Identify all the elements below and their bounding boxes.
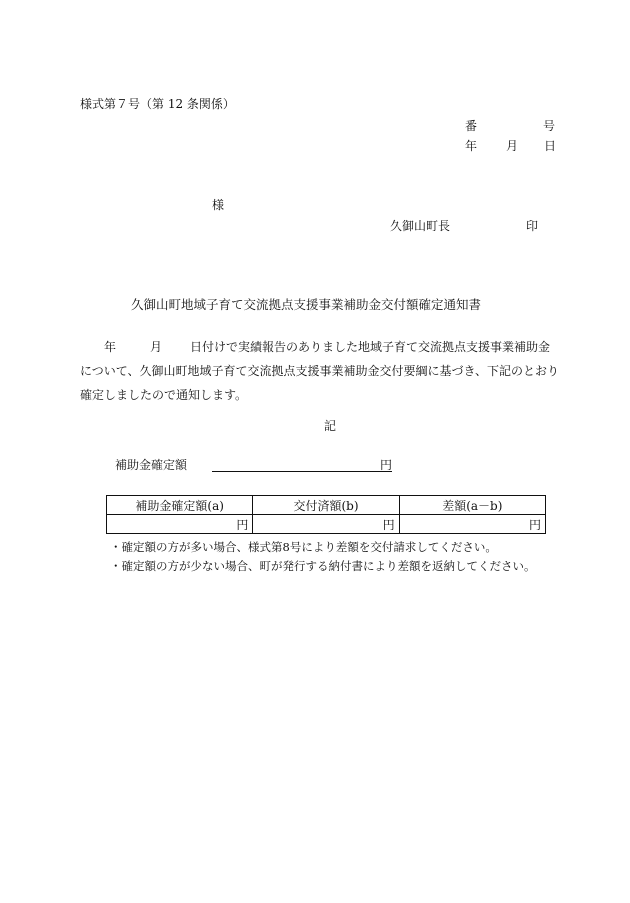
issuer-name: 久御山町長 [390,219,451,233]
body-text: 日付けで実績報告のありました地域子育て交流拠点支援事業補助金について、久御山町地域子育て交流拠点支援事業補助金交付要綱に基づき、下記のとおり確定しましたので通知します。 [80,340,560,402]
date-month: 月 [506,139,519,153]
confirmed-amount-unit: 円 [380,458,393,472]
body-paragraph [80,335,560,407]
cell-confirmed: 円 [107,515,253,534]
header-difference: 差額(a－b) [399,496,545,515]
table-header-row [107,496,546,515]
note-shortfall: ・確定額の方が少ない場合、町が発行する納付書により差額を返納してください。 [110,559,536,573]
amounts-table [106,495,546,534]
confirmed-amount-label: 補助金確定額 [115,458,188,472]
body-year: 年 [104,340,117,354]
table-row [107,515,546,534]
seal-mark: 印 [526,219,539,233]
addressee-honorific: 様 [212,198,225,212]
cell-paid: 円 [253,515,399,534]
confirmed-amount-underline [212,471,392,472]
ki-heading: 記 [324,419,337,433]
number-prefix: 番 [465,119,478,133]
document-title: 久御山町地域子育て交流拠点支援事業補助金交付額確定通知書 [131,297,482,312]
body-month: 月 [150,340,163,354]
note-excess: ・確定額の方が多い場合、様式第8号により差額を交付請求してください。 [110,540,497,554]
date-year: 年 [465,139,478,153]
form-label: 様式第７号（第 12 条関係） [80,97,235,111]
cell-difference: 円 [399,515,545,534]
header-paid: 交付済額(b) [253,496,399,515]
number-suffix: 号 [543,119,556,133]
date-day: 日 [544,139,557,153]
header-confirmed: 補助金確定額(a) [107,496,253,515]
